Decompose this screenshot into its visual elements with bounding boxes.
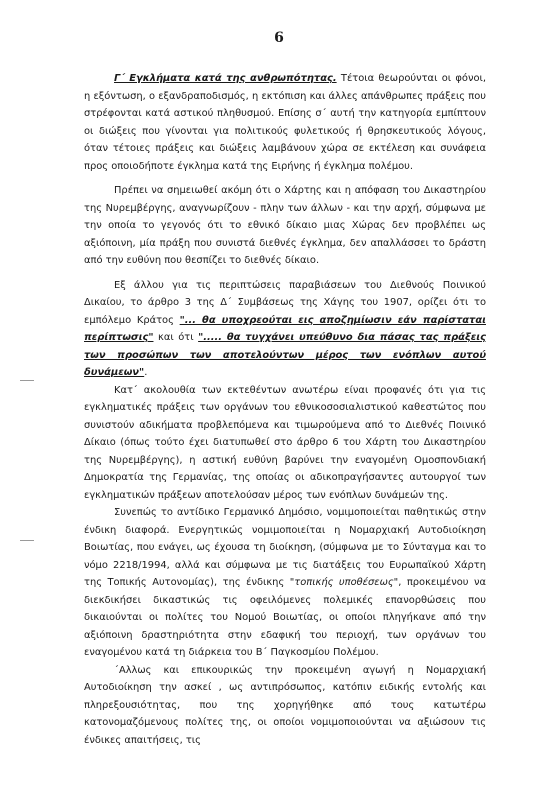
paragraph-text: Τέτοια θεωρούνται οι φόνοι, η εξόντωση, ο εξανδραποδισμός, η εκτόπιση και άλλες απάνθρωπες πράξεις που στρέφονται κατά αστικού πληθυσμού. Επίσης σ΄ αυτή την κατηγορία εμπίπτουν οι διώξεις που γίνονται για πολιτικούς φυλετικούς ή θρησκευτικούς λόγους, όταν τέτοιες πράξεις και διώξεις λαμβάνουν χώρα σε εκτέλεση και συνάφεια προς οποιοδήποτε έγκλημα κατά της Ειρήνης ή έγκλημα πολέμου. xyxy=(84,73,486,172)
paragraph-text: . xyxy=(144,367,148,378)
quotation: "... θα υποχρεούται εις αποζημίωσιν εάν παρίσταται περίπτωσις" xyxy=(84,314,486,343)
paragraph-text: και ότι xyxy=(153,332,199,343)
document-body xyxy=(84,70,486,749)
quotation: "..... θα τυγχάνει υπεύθυνο δια πάσας τας πράξεις των προσώπων των αποτελούντων μέρος των ενόπλων αυτού δυνάμεων" xyxy=(84,332,486,378)
paragraph-text: Πρέπει να σημειωθεί ακόμη ότι ο Χάρτης και η απόφαση του Δικαστηρίου της Νυρεμβέργης, αναγνωρίζουν - πλην των άλλων - και την αρχή, σύμφωνα με την οποία το γεγονός ότι το εθνικό δίκαιο μιας Χώρας δεν προβλέπει ως αξιόποινη, μία πράξη που συνιστά διεθνές έγκλημα, δεν απαλλάσσει το δράστη από την ευθύνη που θεσπίζει το διεθνές δίκαιο. xyxy=(84,185,486,266)
paragraph-text: Εξ άλλου για τις περιπτώσεις παραβιάσεων του Διεθνούς Ποινικού Δικαίου, το άρθρο 3 της Δ΄ Συμβάσεως της Χάγης του 1907, ορίζει ότι το εμπόλεμο Κράτος xyxy=(84,279,486,326)
paragraph-nuremberg-principle xyxy=(84,182,486,270)
section-heading: Γ΄ Εγκλήματα κατά της ανθρωπότητας. xyxy=(114,73,337,84)
paragraph-representation xyxy=(84,662,486,750)
page-number: 6 xyxy=(274,30,284,46)
paragraph-text: Συνεπώς το αντίδικο Γερμανικό Δημόσιο, νομιμοποιείται παθητικώς στην ένδικη διαφορά. Ενεργητικώς νομιμοποιείται η Νομαρχιακή Αυτοδιοίκηση Βοιωτίας, που ενάγει, ως έχουσα τη διοίκηση, (σύμφωνα με το Σύνταγμα και το νόμο 2218/1994, αλλά και σύμφωνα με τις διατάξεις του Ευρωπαϊκού Χάρτη της Τοπικής Αυτονομίας), της ένδικης xyxy=(84,507,486,588)
paragraph-civil-liability xyxy=(84,382,486,505)
paragraph-hague-convention xyxy=(84,277,486,382)
paragraph-text: ΄Αλλως και επικουρικώς την προκειμένη αγωγή η Νομαρχιακή Αυτοδιοίκηση την ασκεί , ως αντιπρόσωπος, κατόπιν ειδικής εντολής και πληρεξουσιότητας, που της χορηγήθηκε από τους κατωτέρω κατονομαζόμενους πολίτες της, οι οποίοι νομιμοποιούνται να αξιώσουν τις ένδικες απαιτήσεις, τις xyxy=(84,664,486,746)
paragraph-text: , προκειμένου να διεκδικήσει δικαστικώς τις οφειλόμενες πολεμικές επανορθώσεις που δικαιούνται οι πολίτες του Νομού Βοιωτίας, οι οποίοι πληγήκανε από την αξιόποινη δραστηριότητα στην εδαφική του περιοχή, των οργάνων του εναγομένου κατά τη διάρκεια του Β΄ Παγκοσμίου Πολέμου. xyxy=(84,577,486,658)
paragraph-legitimation xyxy=(84,504,486,662)
paragraph-text: Κατ΄ ακολουθία των εκτεθέντων ανωτέρω είναι προφανές ότι για τις εγκληματικές πράξεις των οργάνων του εθνικοσοσιαλιστικού καθεστώτος που συνιστούν αδικήματα προβλεπόμενα και τιμωρούμενα από το Διεθνές Ποινικό Δίκαιο (όπως τούτο έχει διατυπωθεί στο άρθρο 6 του Χάρτη του Δικαστηρίου της Νυρεμβέργης), η αστική ευθύνη βαρύνει την εναγομένη Ομοσπονδιακή Δημοκρατία της Γερμανίας, της οποίας οι αδικοπραγήσαντες αυτουργοί των εγκληματικών πράξεων αποτελούσαν μέρος των ενόπλων δυνάμεών της. xyxy=(84,384,486,501)
margin-mark xyxy=(20,380,34,381)
margin-mark xyxy=(20,540,34,541)
paragraph-crimes-against-humanity xyxy=(84,70,486,175)
quoted-term: "τοπικής υποθέσεως" xyxy=(289,577,399,588)
